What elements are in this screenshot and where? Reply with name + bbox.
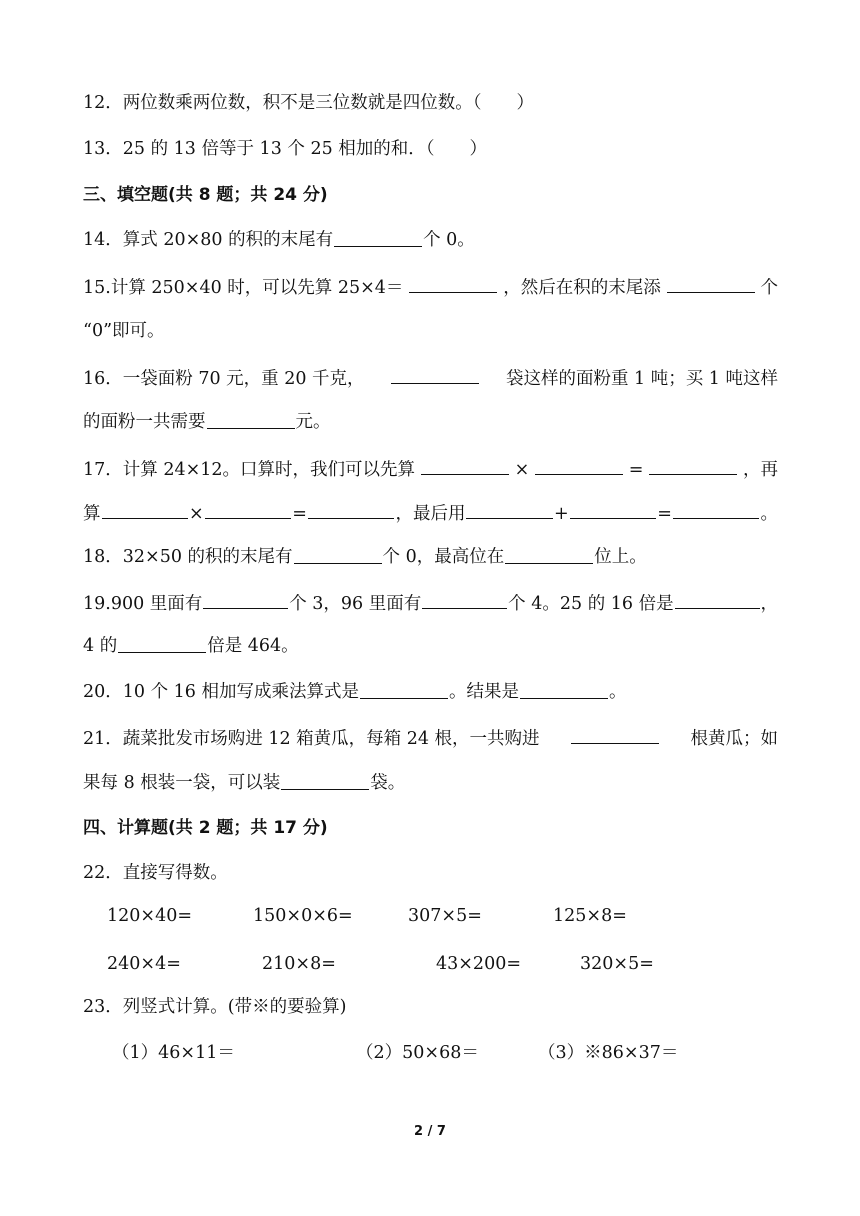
q19-text-a: 19.900 里面有: [83, 594, 203, 614]
q21-text-a: 21．蔬菜批发市场购进 12 箱黄瓜，每箱 24 根，一共购进: [83, 729, 540, 749]
vertical-calc-item: （3）※86×37＝: [538, 1043, 679, 1063]
answer-blank[interactable]: [673, 500, 760, 519]
question-17-line1: [83, 456, 778, 482]
mental-math-item: 307×5=: [408, 906, 482, 926]
question-18: [83, 545, 778, 569]
q19-text-f: 倍是 464。: [207, 636, 299, 656]
mental-math-item: 150×0×6=: [253, 906, 353, 926]
q21-text-d: 袋。: [370, 773, 406, 793]
section-3-title: 三、填空题(共 8 题；共 24 分): [83, 185, 328, 205]
page-number: 2 / 7: [414, 1124, 446, 1139]
plus-sign: +: [554, 504, 569, 524]
answer-blank[interactable]: [360, 680, 448, 699]
answer-blank[interactable]: [667, 274, 755, 293]
answer-blank[interactable]: [334, 228, 422, 247]
answer-blank[interactable]: [391, 365, 479, 384]
q20-text-a: 20．10 个 16 相加写成乘法算式是: [83, 682, 359, 702]
question-14: [83, 228, 778, 252]
q14-text-b: 个 0。: [423, 230, 475, 250]
q20-text-c: 。: [609, 682, 627, 702]
mental-math-item: 125×8=: [553, 906, 627, 926]
q15-text-a: 15.计算 250×40 时，可以先算 25×4＝: [83, 278, 404, 298]
mental-math-item: 320×5=: [580, 954, 654, 974]
equals-sign: =: [657, 504, 672, 524]
answer-blank[interactable]: [207, 410, 295, 429]
answer-blank[interactable]: [422, 590, 507, 609]
q16-text-d: 元。: [295, 412, 331, 432]
answer-blank[interactable]: [571, 725, 659, 744]
mental-math-item: 240×4=: [107, 954, 181, 974]
answer-blank[interactable]: [118, 634, 206, 653]
q19-text-e: 4 的: [83, 636, 118, 656]
question-13-text: 13．25 的 13 倍等于 13 个 25 相加的和．（ ）: [83, 139, 488, 159]
question-19-line1: [83, 590, 778, 616]
answer-blank[interactable]: [466, 500, 553, 519]
q17-text-c: 算: [83, 504, 101, 524]
answer-blank[interactable]: [409, 274, 497, 293]
answer-blank[interactable]: [675, 590, 760, 609]
answer-blank[interactable]: [505, 545, 593, 564]
q17-text-a: 17．计算 24×12。口算时，我们可以先算: [83, 460, 416, 480]
question-15-line2: [83, 319, 778, 343]
answer-blank[interactable]: [535, 456, 623, 475]
q16-text-a: 16．一袋面粉 70 元，重 20 千克，: [83, 369, 365, 389]
section-4-heading: [83, 816, 778, 840]
q21-text-b: 根黄瓜；如: [690, 729, 778, 749]
mental-math-item: 120×40=: [107, 906, 192, 926]
equals-sign: =: [292, 504, 307, 524]
q16-text-b: 袋这样的面粉重 1 吨；买 1 吨这样: [505, 369, 778, 389]
question-12: [83, 91, 778, 115]
question-20: [83, 680, 778, 704]
answer-blank[interactable]: [102, 500, 189, 519]
mental-math-item: 43×200=: [436, 954, 521, 974]
vertical-calc-item: （2）50×68＝: [356, 1043, 479, 1063]
vertical-calc-item: （1）46×11＝: [112, 1043, 235, 1063]
answer-blank[interactable]: [203, 590, 288, 609]
question-23-title: 23．列竖式计算。(带※的要验算): [83, 997, 347, 1017]
section-3-heading: [83, 183, 778, 207]
answer-blank[interactable]: [281, 771, 369, 790]
question-17-line2: [83, 500, 778, 526]
q19-text-b: 个 3，96 里面有: [289, 594, 422, 614]
q20-text-b: 。结果是: [449, 682, 519, 702]
answer-blank[interactable]: [308, 500, 395, 519]
question-23: [83, 995, 778, 1019]
answer-blank[interactable]: [294, 545, 382, 564]
question-19-line2: [83, 634, 778, 658]
answer-blank[interactable]: [570, 500, 657, 519]
question-16-line2: [83, 410, 778, 434]
q21-text-c: 果每 8 根装一袋，可以装: [83, 773, 281, 793]
answer-blank[interactable]: [520, 680, 608, 699]
q18-text-c: 位上。: [594, 547, 647, 567]
q18-text-a: 18．32×50 的积的末尾有: [83, 547, 293, 567]
times-sign: ×: [189, 504, 204, 524]
q19-text-d: ，: [760, 594, 779, 614]
answer-blank[interactable]: [205, 500, 292, 519]
section-4-title: 四、计算题(共 2 题；共 17 分): [83, 818, 328, 838]
times-sign: ×: [514, 460, 530, 480]
question-22: [83, 861, 778, 885]
q17-text-b: ，再: [742, 460, 778, 480]
question-16-line1: [83, 365, 778, 391]
answer-blank[interactable]: [421, 456, 509, 475]
question-15-line1: [83, 274, 778, 300]
question-21-line1: [83, 725, 778, 751]
q19-text-c: 个 4。25 的 16 倍是: [508, 594, 674, 614]
question-13: [83, 137, 778, 161]
q17-end: 。: [760, 504, 778, 524]
q16-text-c: 的面粉一共需要: [83, 412, 206, 432]
q14-text-a: 14．算式 20×80 的积的末尾有: [83, 230, 334, 250]
q15-text-d: “0”即可。: [83, 321, 165, 341]
q15-text-b: ，然后在积的末尾添: [503, 278, 661, 298]
question-21-line2: [83, 771, 778, 795]
q18-text-b: 个 0，最高位在: [382, 547, 505, 567]
equals-sign: =: [628, 460, 644, 480]
mental-math-item: 210×8=: [262, 954, 336, 974]
q17-text-d: ，最后用: [395, 504, 466, 524]
answer-blank[interactable]: [649, 456, 737, 475]
question-22-title: 22．直接写得数。: [83, 863, 228, 883]
question-12-text: 12．两位数乘两位数，积不是三位数就是四位数。（ ）: [83, 93, 535, 113]
q15-text-c: 个: [760, 278, 778, 298]
